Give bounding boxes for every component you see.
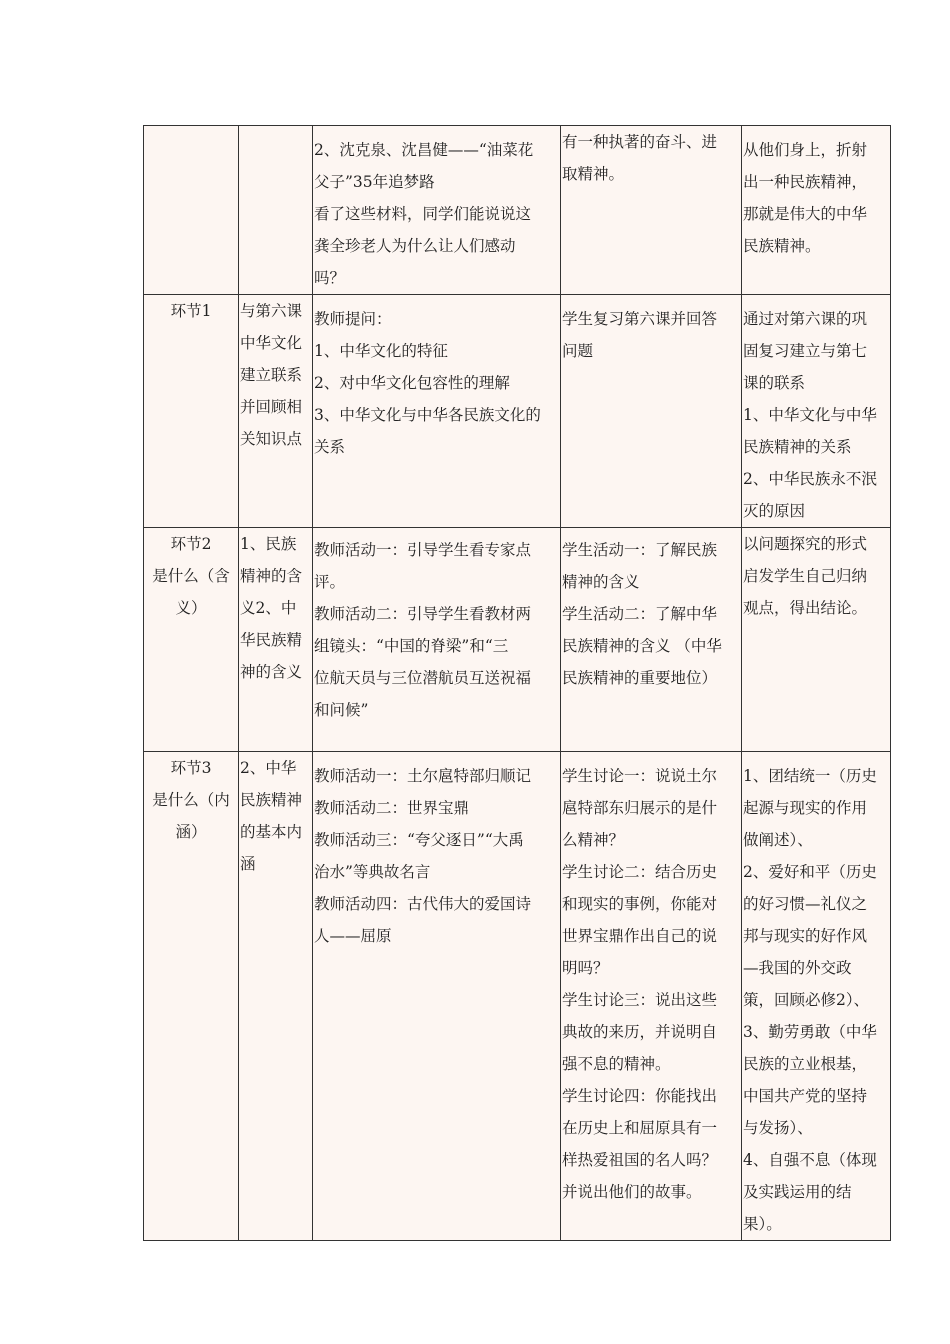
text-line: 关系 xyxy=(314,438,346,456)
text-line: 学生讨论二：结合历史 xyxy=(562,863,718,881)
text-line: 学生讨论四：你能找出 xyxy=(562,1087,718,1105)
stage-cell xyxy=(144,126,239,295)
text-line: 中国共产党的坚持 xyxy=(743,1087,868,1105)
text-line: 的好习惯—礼仪之 xyxy=(743,895,868,913)
teacher-activity-cell xyxy=(313,752,561,1241)
text-line: 龚全珍老人为什么让人们感动 xyxy=(314,237,516,255)
text-line: 4、自强不息（体现 xyxy=(743,1151,877,1169)
text-line: 典故的来历，并说明自 xyxy=(562,1023,718,1041)
teacher-activity-cell xyxy=(313,126,561,295)
text-line: 2、中华 xyxy=(240,759,297,777)
text-line: 义2、中 xyxy=(240,599,297,617)
text-line: 教师活动二：引导学生看教材两 xyxy=(314,605,532,623)
text-line: 以问题探究的形式 xyxy=(743,535,868,553)
text-line: 中华文化 xyxy=(240,334,303,352)
text-line: 和问候” xyxy=(314,701,369,719)
table-row xyxy=(144,126,891,295)
text-line: 2、爱好和平（历史 xyxy=(743,863,877,881)
text-line: 起源与现实的作用 xyxy=(743,799,868,817)
text-line: 课的联系 xyxy=(743,374,806,392)
text-line: 强不息的精神。 xyxy=(562,1055,671,1073)
text-line: 从他们身上，折射 xyxy=(743,141,868,159)
text-line: —我国的外交政 xyxy=(743,959,852,977)
text-line: 教师活动四：古代伟大的爱国诗 xyxy=(314,895,532,913)
text-line: 吗？ xyxy=(314,269,346,287)
text-line: 治水”等典故名言 xyxy=(314,863,431,881)
teacher-activity-cell xyxy=(313,295,561,528)
table-row xyxy=(144,528,891,752)
text-line: 明吗？ xyxy=(562,959,609,977)
text-line: 华民族精 xyxy=(240,631,303,649)
lesson-plan-table xyxy=(143,125,891,1241)
content-cell xyxy=(239,295,313,528)
text-line: 涵 xyxy=(240,855,256,873)
text-line: 观点，得出结论。 xyxy=(743,599,868,617)
text-line: 父子”35年追梦路 xyxy=(314,173,435,191)
text-line: 灭的原因 xyxy=(743,502,806,520)
text-line: 民族精神的含义 （中华 xyxy=(562,637,722,655)
text-line: 与发扬）、 xyxy=(743,1119,813,1137)
text-line: 看了这些材料，同学们能说说这 xyxy=(314,205,532,223)
text-line: 出一种民族精神， xyxy=(743,173,868,191)
text-line: 策，回顾必修2）、 xyxy=(743,991,870,1009)
table-row xyxy=(144,752,891,1241)
student-activity-cell xyxy=(561,528,742,752)
text-line: 神的含义 xyxy=(240,663,303,681)
text-line: 环节3 xyxy=(170,759,212,777)
text-line: 精神的含 xyxy=(240,567,303,585)
text-line: 2、沈克泉、沈昌健——“油菜花 xyxy=(314,141,534,159)
text-line: 民族精神的重要地位） xyxy=(562,669,718,687)
text-line: 精神的含义 xyxy=(562,573,640,591)
stage-cell xyxy=(144,295,239,528)
text-line: 及实践运用的结 xyxy=(743,1183,852,1201)
text-line: 1、中华文化的特征 xyxy=(314,342,448,360)
table-row xyxy=(144,295,891,528)
text-line: 教师活动一：土尔扈特部归顺记 xyxy=(314,767,532,785)
text-line: 评。 xyxy=(314,573,346,591)
text-line: 通过对第六课的巩 xyxy=(743,310,868,328)
text-line: 是什么（含 xyxy=(152,567,230,585)
text-line: 环节1 xyxy=(170,302,212,320)
student-activity-cell xyxy=(561,126,742,295)
design-intent-cell xyxy=(742,126,891,295)
text-line: 学生复习第六课并回答 xyxy=(562,310,718,328)
text-line: 2、对中华文化包容性的理解 xyxy=(314,374,510,392)
text-line: 么精神？ xyxy=(562,831,625,849)
text-line: 3、勤劳勇敢（中华 xyxy=(743,1023,877,1041)
text-line: 固复习建立与第七 xyxy=(743,342,868,360)
text-line: 民族精神。 xyxy=(743,237,821,255)
text-line: 民族的立业根基， xyxy=(743,1055,868,1073)
text-line: 教师活动二：世界宝鼎 xyxy=(314,799,470,817)
text-line: 与第六课 xyxy=(240,302,303,320)
text-line: 建立联系 xyxy=(240,366,303,384)
text-line: 问题 xyxy=(562,342,594,360)
table-body xyxy=(144,126,891,1241)
text-line: 1、民族 xyxy=(240,535,297,553)
text-line: 并回顾相 xyxy=(240,398,303,416)
text-line: 世界宝鼎作出自己的说 xyxy=(562,927,718,945)
text-line: 和现实的事例，你能对 xyxy=(562,895,718,913)
text-line: 涵） xyxy=(175,823,207,841)
text-line: 义） xyxy=(175,599,207,617)
text-line: 学生活动一：了解民族 xyxy=(562,541,718,559)
content-cell xyxy=(239,528,313,752)
text-line: 学生讨论一：说说土尔 xyxy=(562,767,718,785)
content-cell xyxy=(239,752,313,1241)
stage-cell xyxy=(144,752,239,1241)
text-line: 环节2 xyxy=(170,535,212,553)
text-line: 学生讨论三：说出这些 xyxy=(562,991,718,1009)
design-intent-cell xyxy=(742,528,891,752)
content-cell xyxy=(239,126,313,295)
text-line: 2、中华民族永不泯 xyxy=(743,470,877,488)
text-line: 邦与现实的好作风 xyxy=(743,927,868,945)
text-line: 启发学生自己归纳 xyxy=(743,567,868,585)
stage-cell xyxy=(144,528,239,752)
text-line: 果）。 xyxy=(743,1215,782,1233)
text-line: 是什么（内 xyxy=(152,791,230,809)
text-line: 教师活动三：“夸父逐日”“大禹 xyxy=(314,831,524,849)
student-activity-cell xyxy=(561,295,742,528)
teacher-activity-cell xyxy=(313,528,561,752)
text-line: 样热爱祖国的名人吗？ xyxy=(562,1151,718,1169)
text-line: 做阐述）、 xyxy=(743,831,813,849)
text-line: 取精神。 xyxy=(562,165,625,183)
text-line: 那就是伟大的中华 xyxy=(743,205,868,223)
text-line: 教师活动一：引导学生看专家点 xyxy=(314,541,532,559)
text-line: 1、中华文化与中华 xyxy=(743,406,877,424)
text-line: 教师提问： xyxy=(314,310,392,328)
text-line: 的基本内 xyxy=(240,823,303,841)
text-line: 1、团结统一（历史 xyxy=(743,767,877,785)
text-line: 位航天员与三位潜航员互送祝福 xyxy=(314,669,532,687)
student-activity-cell xyxy=(561,752,742,1241)
text-line: 3、中华文化与中华各民族文化的 xyxy=(314,406,541,424)
text-line: 民族精神的关系 xyxy=(743,438,852,456)
design-intent-cell xyxy=(742,752,891,1241)
text-line: 学生活动二：了解中华 xyxy=(562,605,718,623)
text-line: 有一种执著的奋斗、进 xyxy=(562,133,718,151)
text-line: 扈特部东归展示的是什 xyxy=(562,799,718,817)
text-line: 在历史上和屈原具有一 xyxy=(562,1119,718,1137)
text-line: 民族精神 xyxy=(240,791,303,809)
text-line: 组镜头：“中国的脊梁”和“三 xyxy=(314,637,509,655)
text-line: 人——屈原 xyxy=(314,927,392,945)
text-line: 关知识点 xyxy=(240,430,303,448)
design-intent-cell xyxy=(742,295,891,528)
text-line: 并说出他们的故事。 xyxy=(562,1183,702,1201)
